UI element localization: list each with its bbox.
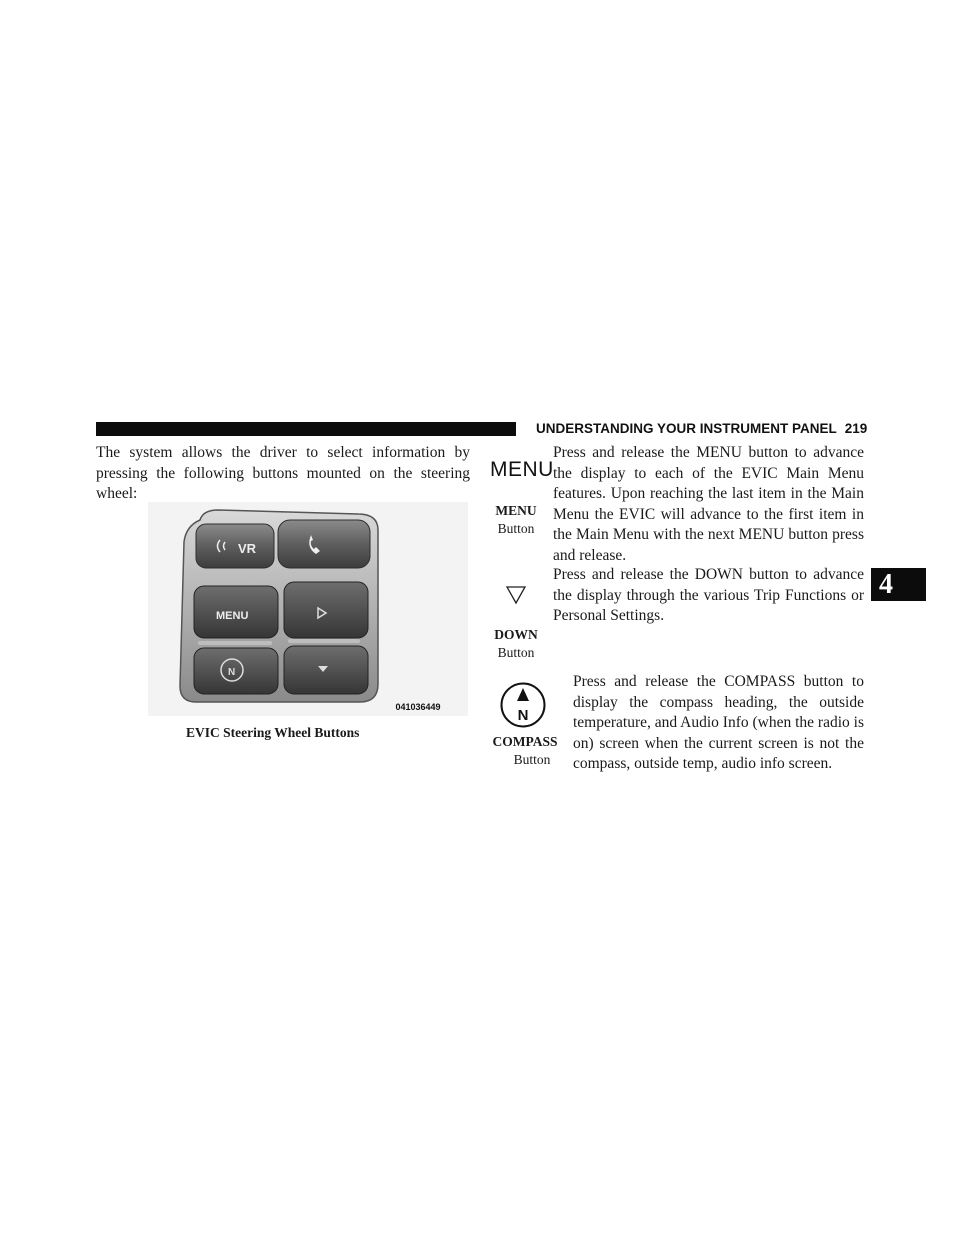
compass-label: COMPASS [492,734,558,749]
compass-description: Press and release the COMPASS button to display the compass heading, the outside temperature, and Audio Info (when the radio is on) screen when the current screen is not the compass, outside temp, audio info screen. [573,673,864,772]
down-triangle-icon [500,583,532,607]
intro-paragraph: The system allows the driver to select information by pressing the following buttons mounted on the steering wheel: [96,444,470,502]
down-description: Press and release the DOWN button to advance the display through the various Trip Functions or Personal Settings. [553,566,864,624]
compass-icon-letter: N [517,707,529,724]
chapter-tab: 4 [871,568,926,601]
compass-button-letter: N [228,667,236,678]
running-header [536,418,867,440]
down-label: DOWN [494,627,538,642]
evic-steering-wheel-buttons-photo [148,502,468,716]
menu-sublabel: Button [497,521,535,536]
menu-button-label: MENU [216,610,249,622]
figure-code: 041036449 [395,702,441,712]
menu-label: MENU [495,503,537,518]
menu-button-caption [486,502,546,538]
page-number: 219 [844,421,868,436]
down-sublabel: Button [497,645,535,660]
header-rule [96,422,516,436]
menu-button-icon: MENU [490,458,554,481]
compass-icon [500,682,546,728]
header-title: UNDERSTANDING YOUR INSTRUMENT PANEL [536,421,837,436]
figure-caption: EVIC Steering Wheel Buttons [186,725,360,740]
compass-sublabel: Button [513,752,551,767]
vr-button-label: VR [238,541,257,556]
menu-description: Press and release the MENU button to advance the display to each of the EVIC Main Menu features. Upon reaching the last item in the Main Menu the EVIC will advance to the first item in the Main Menu with the next MENU button press and release. [553,444,864,564]
compass-button-caption [486,733,564,769]
down-button-caption [486,626,546,662]
